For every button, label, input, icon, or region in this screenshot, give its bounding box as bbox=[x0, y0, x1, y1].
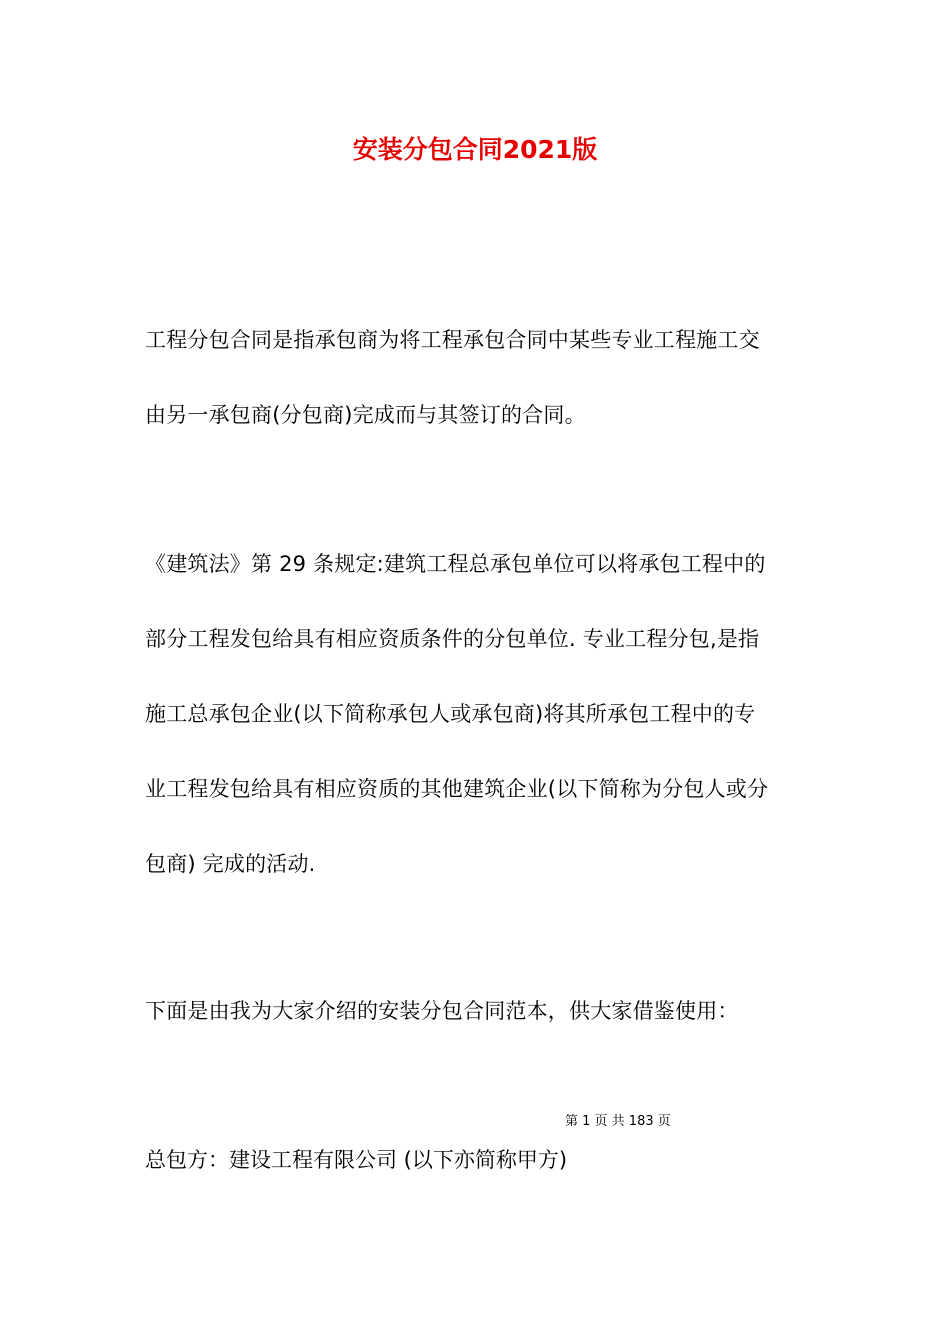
paragraph-introduction bbox=[145, 974, 810, 1049]
paragraph-line: 施工总承包企业(以下简称承包人或承包商)将其所承包工程中的专 bbox=[145, 702, 756, 726]
paragraph-line: 由另一承包商(分包商)完成而与其签订的合同。 bbox=[145, 403, 586, 427]
paragraph-line: 《建筑法》第 29 条规定:建筑工程总承包单位可以将承包工程中的 bbox=[145, 552, 766, 576]
page-number-footer: 第 1 页 共 183 页 bbox=[565, 1114, 671, 1129]
paragraph-line: 业工程发包给具有相应资质的其他建筑企业(以下简称为分包人或分 bbox=[145, 777, 769, 801]
paragraph-line: 工程分包合同是指承包商为将工程承包合同中某些专业工程施工交 bbox=[145, 328, 760, 352]
paragraph-general-contractor: 总包方：建设工程有限公司 (以下亦简称甲方) bbox=[145, 1148, 568, 1172]
paragraph-line: 包商) 完成的活动. bbox=[145, 852, 316, 876]
paragraph-line: 下面是由我为大家介绍的安装分包合同范本，供大家借鉴使用： bbox=[145, 999, 739, 1023]
document-title: 安装分包合同2021版 bbox=[352, 135, 598, 164]
paragraph-construction-law bbox=[145, 527, 810, 902]
paragraph-definition bbox=[145, 303, 810, 453]
paragraph-line: 部分工程发包给具有相应资质条件的分包单位. 专业工程分包,是指 bbox=[145, 627, 760, 651]
